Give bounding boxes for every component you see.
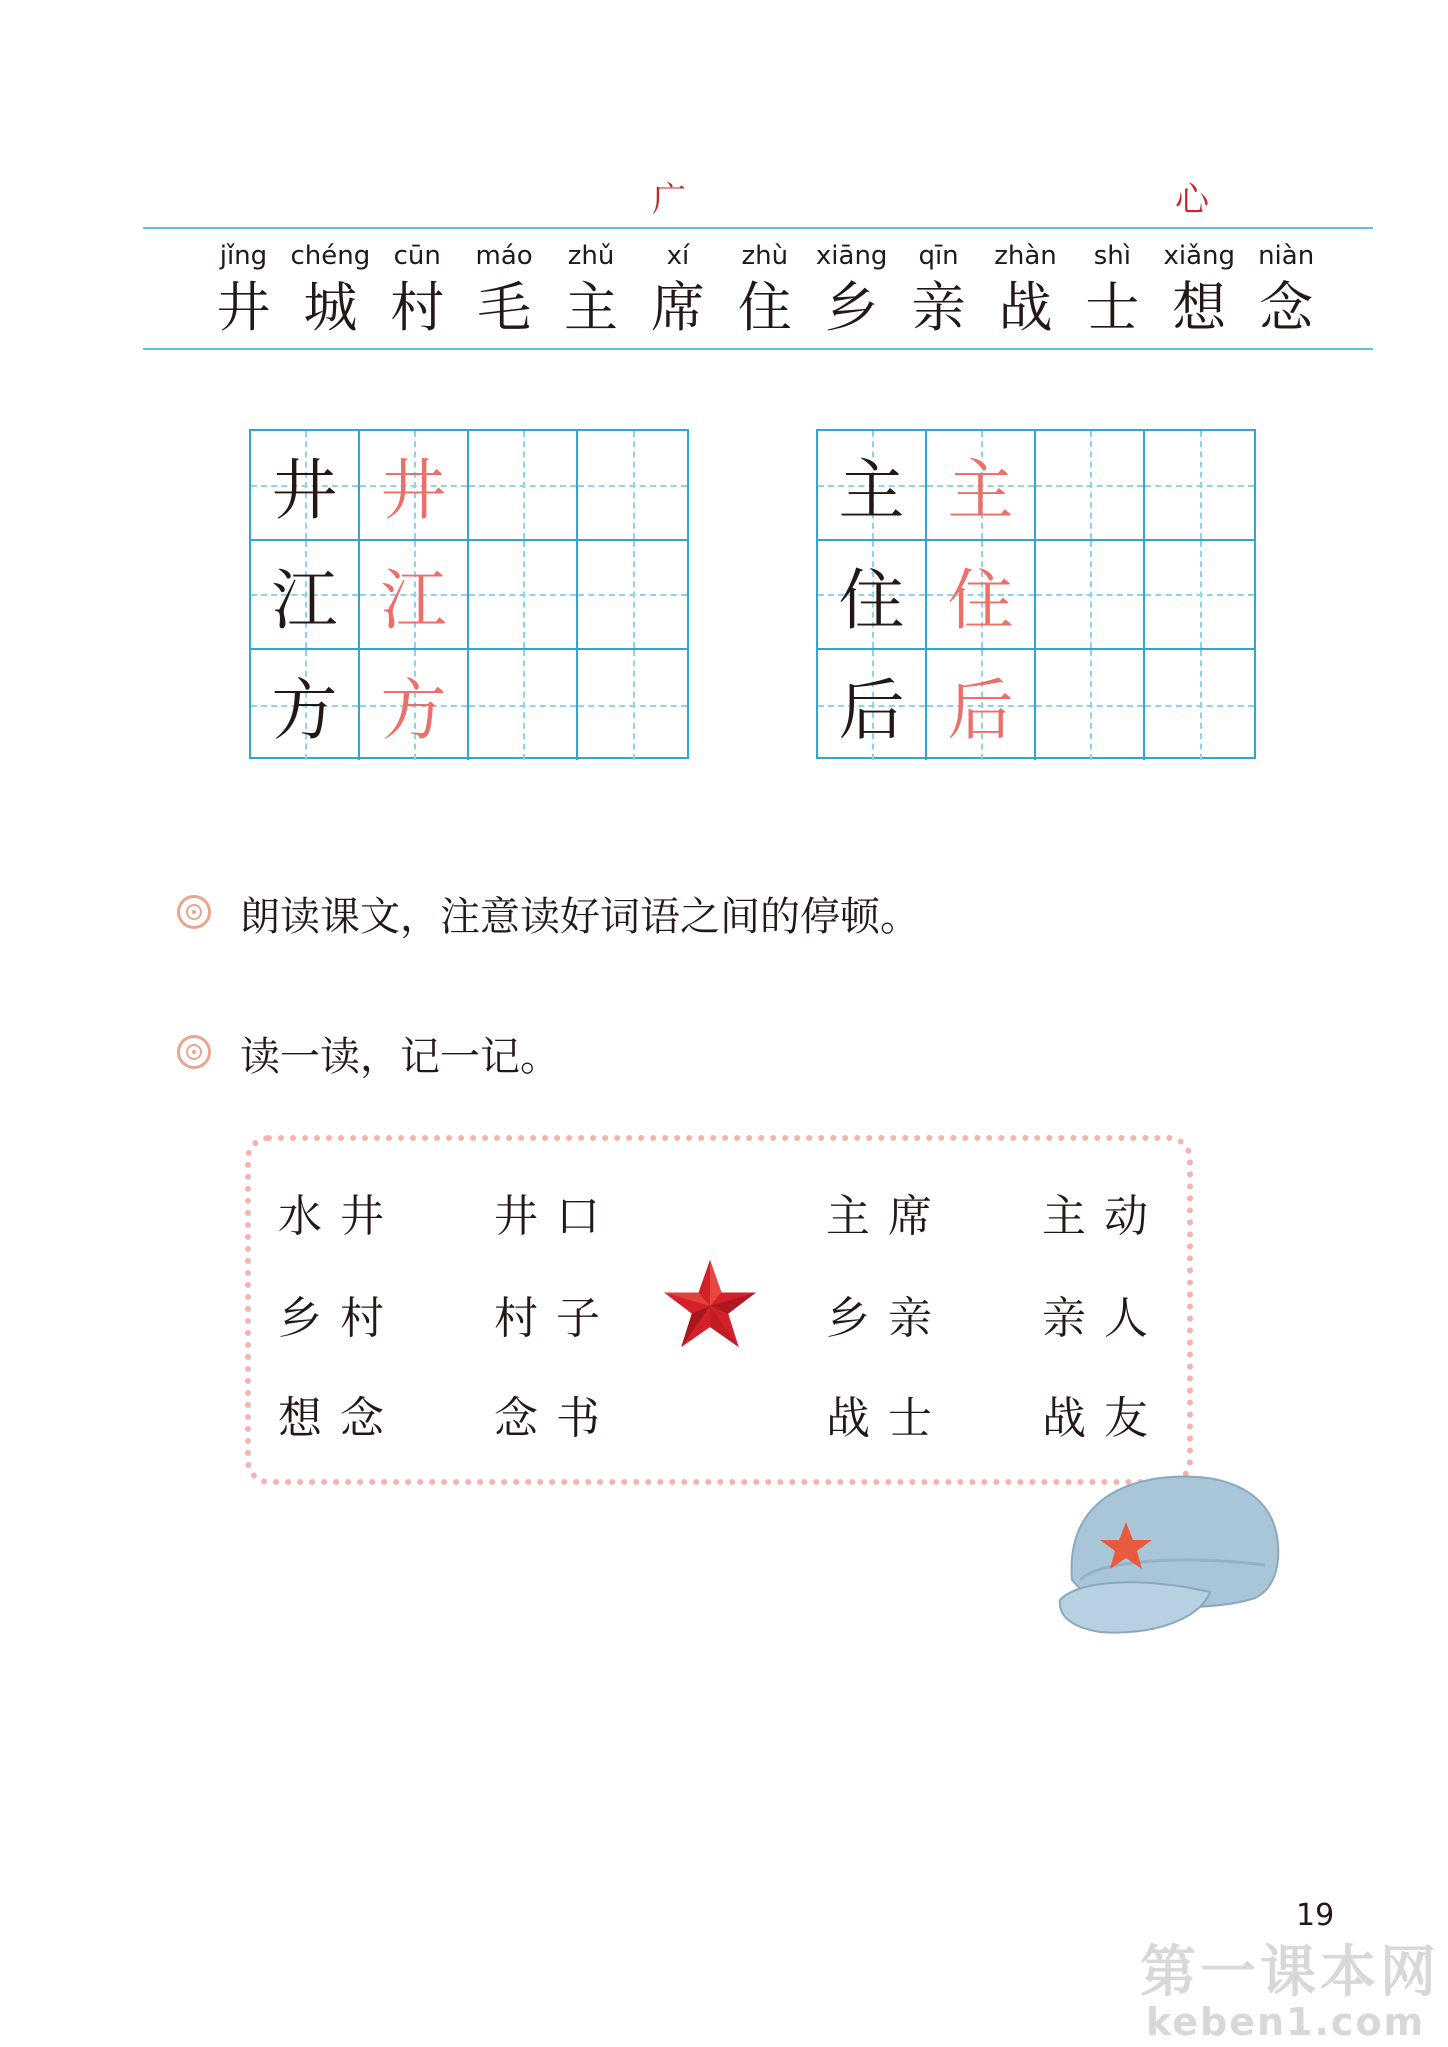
hanzi: 想 — [1172, 276, 1227, 339]
grid-cell-blank — [1145, 431, 1254, 541]
grid-cell-model — [251, 431, 360, 541]
red-star-icon — [662, 1258, 758, 1350]
word-item: 战士 — [826, 1393, 950, 1444]
swirl-bullet-icon — [177, 895, 211, 929]
hanzi: 村 — [390, 276, 445, 339]
grid-cell-blank — [469, 431, 578, 541]
vocab-item — [374, 238, 461, 348]
grid-cell-blank — [578, 431, 687, 541]
swirl-bullet-icon — [177, 1035, 211, 1069]
vocab-top-rule — [143, 227, 1373, 229]
word-item: 念书 — [494, 1393, 618, 1444]
vocab-item — [1069, 238, 1156, 348]
grid-cell-blank — [1036, 650, 1145, 760]
vocab-item — [1243, 238, 1330, 348]
hanzi: 席 — [650, 276, 705, 339]
vocab-item — [461, 238, 548, 348]
model-char: 主 — [838, 452, 905, 530]
word-item: 战友 — [1042, 1393, 1166, 1444]
pinyin: xiǎng — [1163, 241, 1235, 271]
grid-cell-model — [251, 650, 360, 760]
vocab-item — [895, 238, 982, 348]
trace-char: 井 — [380, 452, 447, 530]
vocab-item — [808, 238, 895, 348]
hanzi: 念 — [1259, 276, 1314, 339]
model-char: 住 — [838, 561, 905, 639]
word-item: 水井 — [278, 1191, 402, 1242]
grid-cell-blank — [1145, 650, 1254, 760]
page-number: 19 — [1296, 1898, 1335, 1933]
trace-char: 江 — [380, 561, 447, 639]
instruction-read-remember: 读一读，记一记。 — [240, 1034, 560, 1080]
model-char: 井 — [271, 452, 338, 530]
pinyin: xí — [666, 241, 690, 271]
word-item: 乡村 — [278, 1293, 402, 1344]
hanzi: 战 — [998, 276, 1053, 339]
grid-cell-blank — [578, 541, 687, 651]
grid-row — [818, 541, 1254, 651]
vocab-item — [721, 238, 808, 348]
watermark-url: keben1.com — [1146, 2000, 1426, 2044]
hanzi: 井 — [216, 276, 271, 339]
hanzi: 城 — [303, 276, 358, 339]
grid-cell-blank — [1036, 541, 1145, 651]
grid-cell-blank — [469, 650, 578, 760]
grid-row — [251, 541, 687, 651]
word-item: 村子 — [494, 1293, 618, 1344]
hanzi: 士 — [1085, 276, 1140, 339]
grid-cell-trace — [360, 541, 469, 651]
model-char: 江 — [271, 561, 338, 639]
trace-char: 方 — [380, 672, 447, 750]
instruction-read-aloud: 朗读课文，注意读好词语之间的停顿。 — [240, 894, 920, 940]
vocab-item — [200, 238, 287, 348]
grid-cell-model — [818, 650, 927, 760]
radical-hint-xin: 心 — [1175, 180, 1209, 220]
trace-char: 住 — [947, 561, 1014, 639]
hanzi: 乡 — [824, 276, 879, 339]
pinyin: chéng — [290, 241, 371, 271]
pinyin: niàn — [1258, 241, 1315, 271]
pinyin: jǐng — [219, 241, 268, 271]
pinyin: xiāng — [815, 241, 888, 271]
model-char: 后 — [838, 672, 905, 750]
vocab-item — [634, 238, 721, 348]
vocab-bottom-rule — [143, 348, 1373, 350]
pinyin: zhǔ — [567, 241, 615, 271]
radical-hint-guang: 广 — [652, 180, 686, 220]
trace-char: 主 — [947, 452, 1014, 530]
grid-cell-trace — [927, 650, 1036, 760]
pinyin: zhàn — [994, 241, 1057, 271]
pinyin: máo — [475, 241, 533, 271]
pinyin: shì — [1093, 241, 1131, 271]
vocab-item — [982, 238, 1069, 348]
grid-cell-trace — [927, 431, 1036, 541]
pinyin: qīn — [918, 241, 959, 271]
hanzi: 毛 — [477, 276, 532, 339]
grid-cell-blank — [1145, 541, 1254, 651]
grid-cell-model — [818, 431, 927, 541]
hanzi: 亲 — [911, 276, 966, 339]
vocab-band — [200, 238, 1330, 348]
grid-cell-trace — [360, 431, 469, 541]
vocab-item — [287, 238, 374, 348]
grid-row — [251, 650, 687, 760]
grid-cell-trace — [927, 541, 1036, 651]
grid-cell-model — [818, 541, 927, 651]
pinyin: cūn — [393, 241, 441, 271]
vocab-item — [548, 238, 635, 348]
grid-row — [818, 650, 1254, 760]
word-item: 主席 — [826, 1191, 950, 1242]
watermark-text: 第一课本网 — [1140, 1940, 1440, 2005]
writing-grid-left — [249, 429, 689, 759]
grid-cell-model — [251, 541, 360, 651]
model-char: 方 — [271, 672, 338, 750]
grid-cell-trace — [360, 650, 469, 760]
trace-char: 后 — [947, 672, 1014, 750]
hanzi: 主 — [564, 276, 618, 339]
vocab-item — [1156, 238, 1243, 348]
word-item: 井口 — [494, 1191, 618, 1242]
grid-cell-blank — [1036, 431, 1145, 541]
grid-row — [818, 431, 1254, 541]
hanzi: 住 — [737, 276, 792, 339]
grid-cell-blank — [578, 650, 687, 760]
word-item: 主动 — [1042, 1191, 1166, 1242]
word-item: 想念 — [278, 1393, 402, 1444]
grid-cell-blank — [469, 541, 578, 651]
word-item: 乡亲 — [826, 1293, 950, 1344]
army-cap-icon — [1050, 1460, 1290, 1640]
word-item: 亲人 — [1042, 1293, 1166, 1344]
writing-grid-right — [816, 429, 1256, 759]
pinyin: zhù — [741, 241, 789, 271]
grid-row — [251, 431, 687, 541]
